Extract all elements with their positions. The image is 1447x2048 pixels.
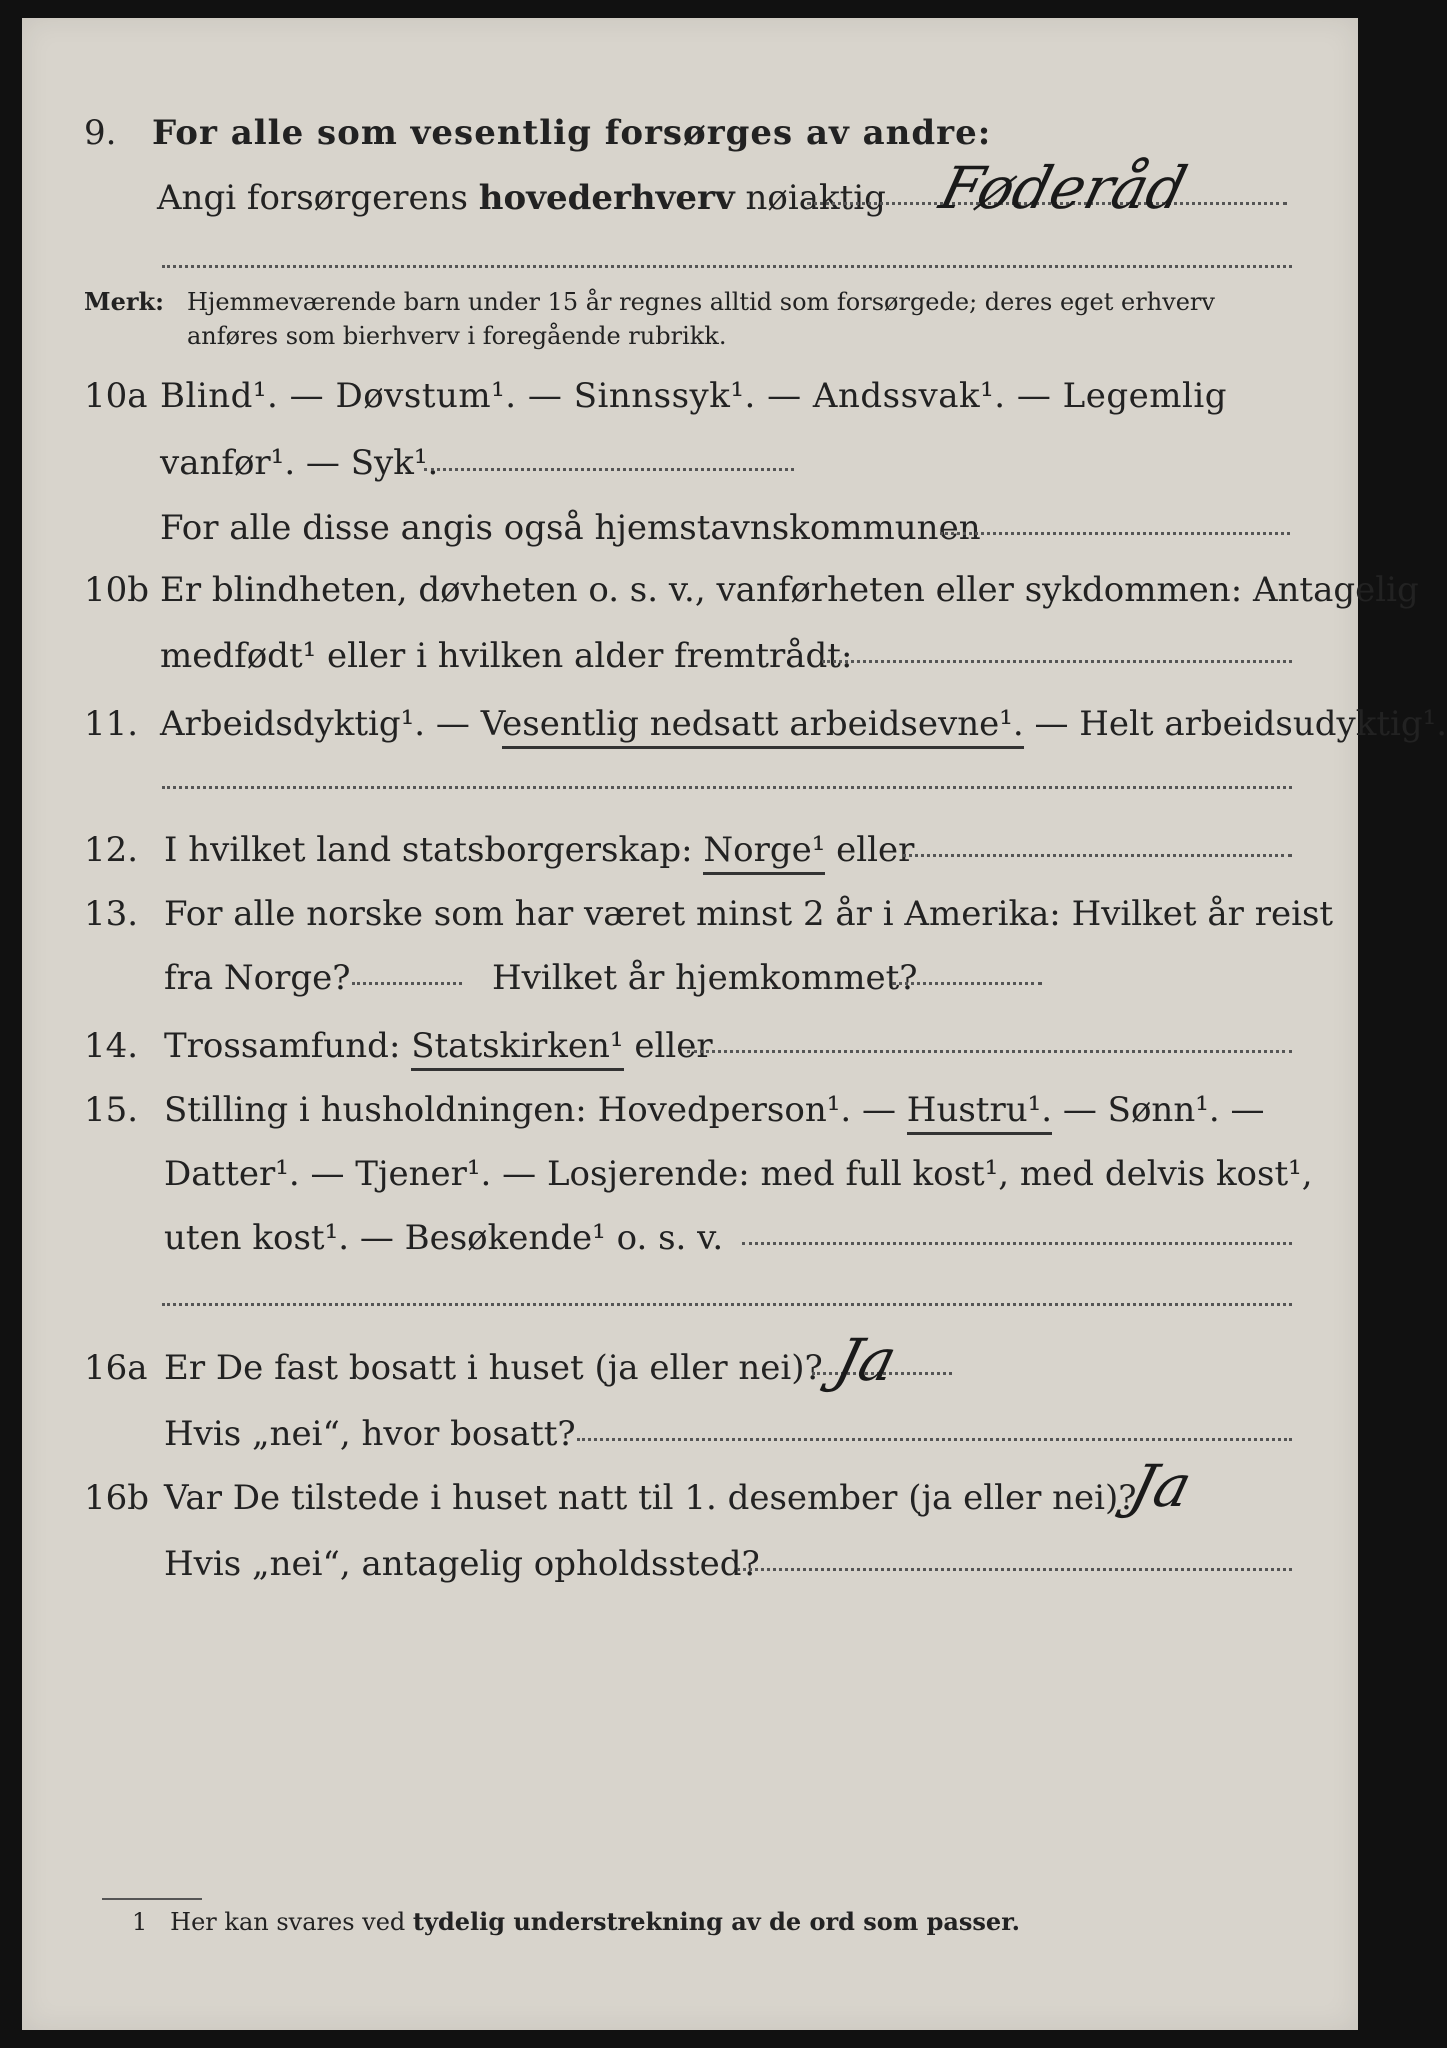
footnote: 1 Her kan svares ved tydelig understrekning av de ord som passer. [132, 1907, 1020, 1936]
form-page [22, 18, 1447, 2030]
q11-line: Arbeidsdyktig¹. — Vesentlig nedsatt arbeidsevne¹. — Helt arbeidsudyktig¹. [160, 704, 1447, 744]
q10b-line2: medfødt¹ eller i hvilken alder fremtrådt: [160, 636, 853, 676]
q15-line3: uten kost¹. — Besøkende¹ o. s. v. [164, 1218, 724, 1258]
q13-line2a: fra Norge? [164, 958, 351, 998]
q13-line2b: Hvilket år hjemkommet? [492, 958, 918, 998]
q14-line: Trossamfund: Statskirken¹ eller [164, 1026, 713, 1066]
q10b-line1: Er blindheten, døvheten o. s. v., vanførheten eller sykdommen: Antagelig [160, 570, 1419, 610]
q9-answer-handwritten: Føderåd [933, 154, 1194, 222]
q16b-answer-handwritten: Ja [1123, 1452, 1199, 1520]
merk-line1: Hjemmeværende barn under 15 år regnes alltid som forsørgede; deres eget erhverv [187, 288, 1215, 316]
q15-underlined-answer: Hustru¹. [907, 1090, 1052, 1135]
q10b-number: 10b [84, 570, 150, 610]
q14-number: 14. [84, 1026, 139, 1066]
q10a-line3: For alle disse angis også hjemstavnskommunen [160, 508, 981, 548]
q16b-number: 16b [84, 1478, 150, 1518]
q16a-line1: Er De fast bosatt i huset (ja eller nei)? [164, 1348, 823, 1388]
q13-line1: For alle norske som har været minst 2 år i Amerika: Hvilket år reist [164, 894, 1334, 934]
q16b-line2: Hvis „nei“, antagelig opholdssted? [164, 1544, 760, 1584]
q11-underlined-answer: esentlig nedsatt arbeidsevne¹. [502, 704, 1024, 749]
q13-hjemkommet-line [892, 982, 1042, 985]
q16a-answer-handwritten: Ja [828, 1326, 904, 1394]
q9-extra-line [162, 265, 1292, 268]
q12-line: I hvilket land statsborgerskap: Norge¹ eller [164, 830, 914, 870]
footnote-mark: 1 [132, 1908, 148, 1936]
q9-label: Angi forsørgerens hovederhverv nøiaktig [157, 178, 886, 218]
q11-number: 11. [84, 704, 139, 744]
q10a-kommune-line [940, 532, 1290, 535]
q10a-syk-line [424, 468, 794, 471]
q14-underlined-answer: Statskirken¹ [411, 1026, 623, 1071]
q12-answer-line [902, 854, 1292, 857]
q16a-number: 16a [84, 1348, 148, 1388]
q15-extra-line [162, 1303, 1292, 1306]
q10a-line2: vanfør¹. — Syk¹. [160, 443, 439, 483]
q14-answer-line [687, 1050, 1292, 1053]
q12-underlined-answer: Norge¹ [703, 830, 825, 875]
footnote-rule [102, 1898, 202, 1900]
merk-label: Merk: [84, 287, 164, 316]
q10a-number: 10a [84, 376, 148, 416]
q16a-bosatt-line [577, 1438, 1292, 1441]
q9-title: For alle som vesentlig forsørges av andre: [152, 113, 992, 153]
q13-number: 13. [84, 894, 139, 934]
q15-line2: Datter¹. — Tjener¹. — Losjerende: med full kost¹, med delvis kost¹, [164, 1154, 1313, 1194]
q15-line1: Stilling i husholdningen: Hovedperson¹. — Hustru¹. — Sønn¹. — [164, 1090, 1264, 1130]
q15-answer-line [742, 1242, 1292, 1245]
q13-reist-line [352, 982, 462, 985]
q10a-line1: Blind¹. — Døvstum¹. — Sinnssyk¹. — Andssvak¹. — Legemlig [160, 376, 1227, 416]
q16a-line2: Hvis „nei“, hvor bosatt? [164, 1414, 576, 1454]
q11-extra-line [162, 786, 1292, 789]
q15-number: 15. [84, 1090, 139, 1130]
q16b-opholdssted-line [737, 1568, 1292, 1571]
q16b-line1: Var De tilstede i huset natt til 1. desember (ja eller nei)? [164, 1478, 1137, 1518]
q9-number: 9. [84, 113, 117, 153]
q12-number: 12. [84, 830, 139, 870]
q10b-answer-line [822, 660, 1292, 663]
merk-line2: anføres som bierhverv i foregående rubrikk. [187, 322, 727, 350]
